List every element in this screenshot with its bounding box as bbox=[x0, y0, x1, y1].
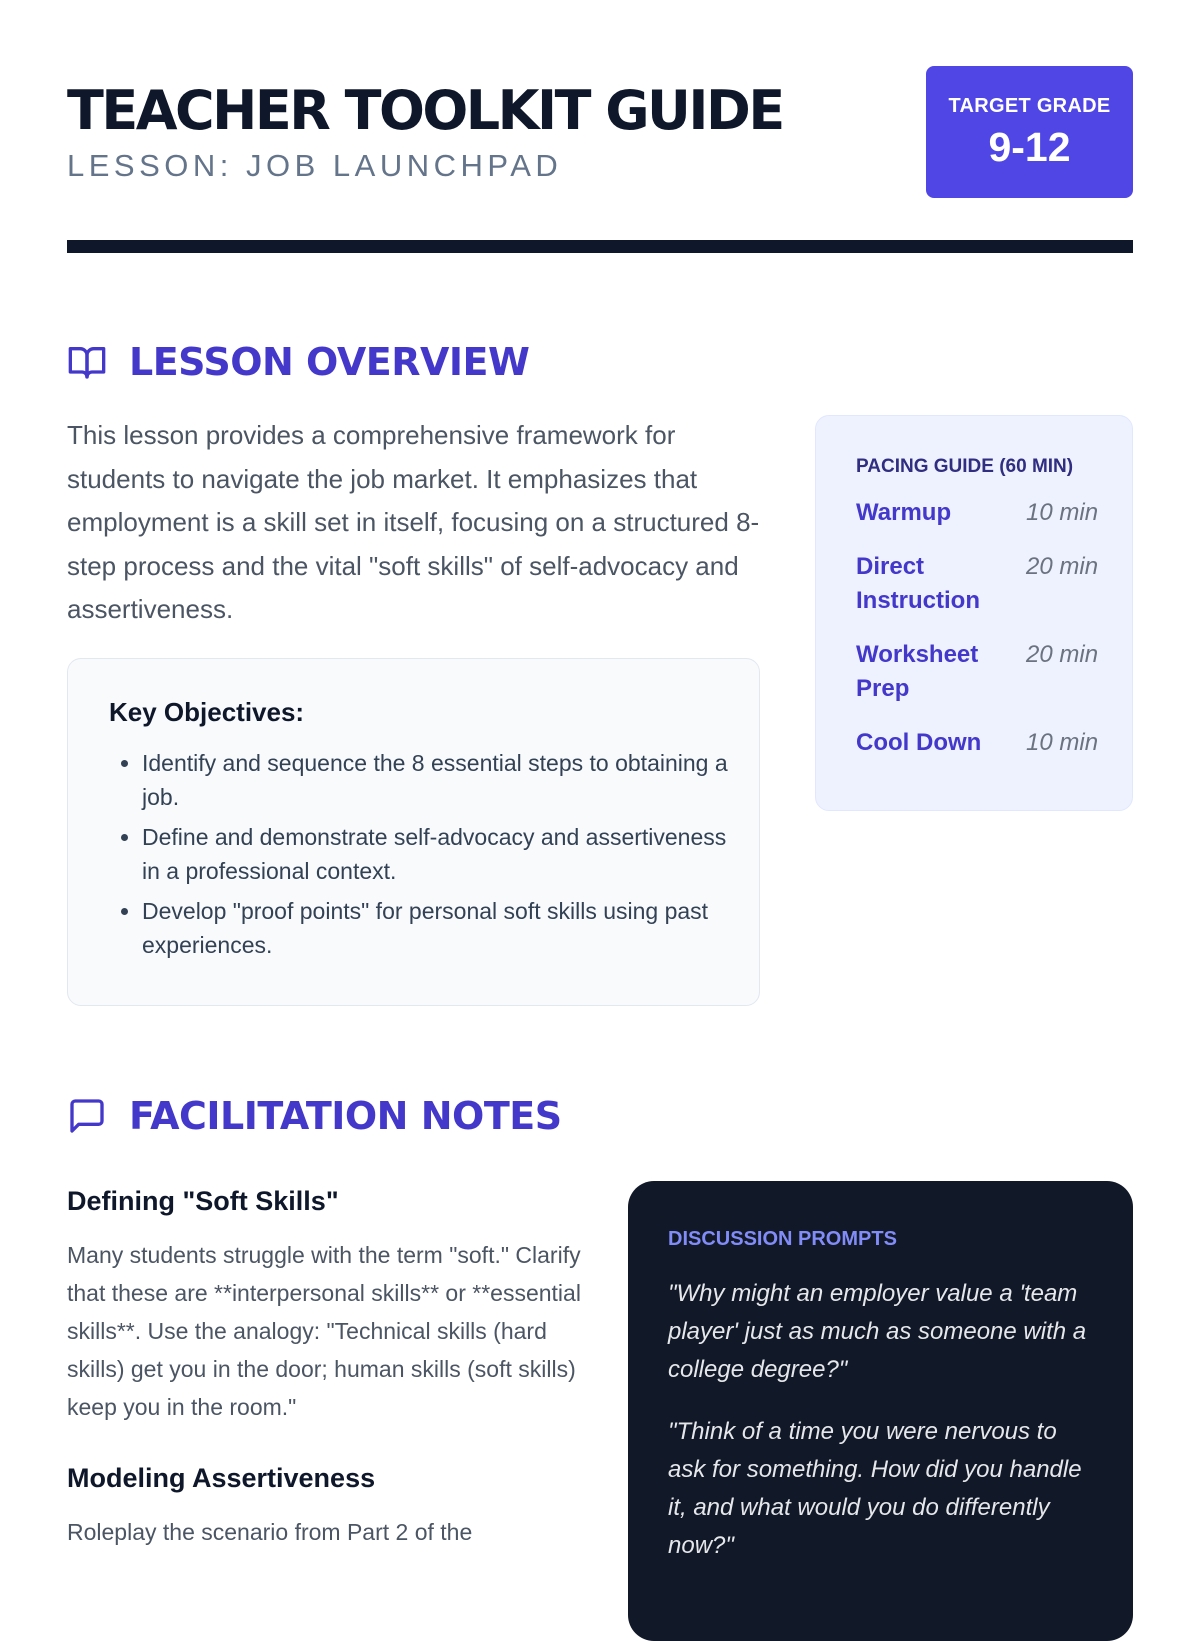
pacing-time: 20 min bbox=[1026, 553, 1099, 580]
facilitation-heading bbox=[67, 1094, 562, 1138]
pacing-activity: Cool Down bbox=[856, 729, 982, 756]
pacing-row bbox=[856, 550, 1106, 618]
note-title: Modeling Assertiveness bbox=[67, 1463, 376, 1493]
note-body: Roleplay the scenario from Part 2 of the bbox=[67, 1519, 473, 1545]
discussion-prompt: "Why might an employer value a 'team player' just as much as someone with a college degree?" bbox=[668, 1280, 1087, 1383]
objective-item: • Develop "proof points" for personal soft skills using past experiences. bbox=[142, 894, 729, 962]
chat-bubble-icon bbox=[67, 1096, 107, 1136]
pacing-time: 20 min bbox=[1026, 641, 1099, 668]
pacing-time: 10 min bbox=[1026, 729, 1099, 756]
guide-header bbox=[67, 66, 1133, 196]
overview-intro: This lesson provides a comprehensive framework for students to navigate the job market. It emphasizes that employment is a skill set in itself, focusing on a structured 8-step process and the vital "soft skills" of self-advocacy and assertiveness. bbox=[67, 420, 760, 624]
pacing-row bbox=[856, 726, 1106, 760]
objective-item: • Identify and sequence the 8 essential steps to obtaining a job. bbox=[142, 746, 729, 814]
book-icon bbox=[67, 342, 107, 382]
pacing-row bbox=[856, 638, 1106, 706]
lesson-subtitle: LESSON: JOB LAUNCHPAD bbox=[67, 148, 563, 183]
grade-label: TARGET GRADE bbox=[948, 95, 1111, 117]
key-objectives-box bbox=[67, 658, 760, 1006]
pacing-time: 10 min bbox=[1026, 499, 1099, 526]
note-body: Many students struggle with the term "soft." Clarify that these are **interpersonal skills** or **essential skills**. Use the analogy: "Technical skills (hard skills) get you in the door; human skills (soft skills) keep you in the room." bbox=[67, 1242, 581, 1420]
overview-title: LESSON OVERVIEW bbox=[129, 340, 530, 384]
pacing-guide-card bbox=[815, 415, 1133, 811]
objectives-list bbox=[109, 746, 729, 962]
pacing-title: PACING GUIDE (60 MIN) bbox=[856, 456, 1074, 477]
discussion-prompt: "Think of a time you were nervous to ask for something. How did you handle it, and what would you do differently now?" bbox=[668, 1418, 1082, 1559]
objectives-title: Key Objectives: bbox=[109, 697, 305, 727]
facilitation-notes bbox=[67, 1186, 587, 1588]
pacing-activity: Direct Instruction bbox=[856, 553, 980, 614]
grade-value: 9-12 bbox=[988, 124, 1071, 170]
discussion-prompts-card bbox=[628, 1181, 1133, 1641]
pacing-row bbox=[856, 496, 1106, 530]
target-grade-badge bbox=[926, 66, 1133, 198]
prompts-label: DISCUSSION PROMPTS bbox=[668, 1228, 897, 1250]
facilitation-title: FACILITATION NOTES bbox=[129, 1094, 562, 1138]
overview-heading bbox=[67, 340, 529, 384]
header-divider bbox=[67, 240, 1133, 253]
pacing-activity: Worksheet Prep bbox=[856, 641, 979, 702]
page-title: TEACHER TOOLKIT GUIDE bbox=[67, 79, 783, 142]
note-title: Defining "Soft Skills" bbox=[67, 1186, 339, 1216]
pacing-activity: Warmup bbox=[856, 499, 952, 526]
objective-item: • Define and demonstrate self-advocacy and assertiveness in a professional context. bbox=[142, 820, 729, 888]
